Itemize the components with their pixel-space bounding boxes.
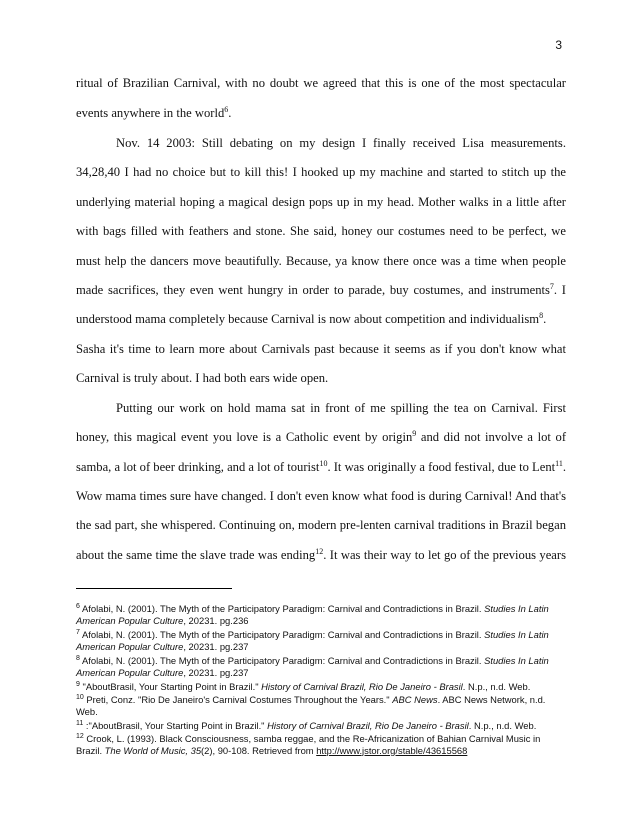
body-line: must help the dancers move beautifully. Because, ya know there once was a time when people (76, 254, 566, 268)
footnote-ref[interactable]: 12 (315, 546, 324, 556)
body-line: events anywhere in the world$^6$. (76, 104, 232, 120)
body-line: the sad part, she whispered. Continuing on, modern pre-lenten carnival traditions in Brazil began (76, 518, 566, 532)
footnote-ref[interactable]: 11 (555, 458, 563, 468)
footnote-ref[interactable]: 9 (412, 428, 417, 438)
body-line: samba, a lot of beer drinking, and a lot of tourist$^{10}$. It was originally a food festival, due to Lent$^{11}$. (76, 458, 566, 474)
footnote: $^{12}$ Crook, L. (1993). Black Consciousness, samba reggae, and the Re-Africanization of Bahian Carnival Music in Brazil. The World of Music, 35(2), 90-108. Retrieved from http://www.jstor.org/stable/43615568 (76, 732, 541, 756)
body-line: Nov. 14 2003: Still debating on my design I finally received Lisa measurements. (116, 136, 566, 150)
body-line: Carnival is truly about. I had both ears wide open. (76, 371, 329, 385)
footnote-ref[interactable]: 7 (549, 281, 554, 291)
body-line: Wow mama times sure have changed. I don't even know what food is during Carnival! And that's (76, 489, 566, 503)
page-number: 3 (555, 38, 562, 52)
footnote-ref[interactable]: 6 (224, 104, 229, 114)
body-line: understood mama completely because Carnival is now about competition and individualism$^8$. (76, 310, 547, 326)
body-line: honey, this magical event you love is a Catholic event by origin$^9$ and did not involve a lot of (76, 428, 567, 444)
footnote: $^7$ Afolabi, N. (2001). The Myth of the Participatory Paradigm: Carnival and Contradictions in Brazil. Studies In Latin American Popular Culture, 20231. pg.237 (76, 628, 549, 652)
footnote: $^{10}$ Preti, Conz. "Rio De Janeiro's Carnival Costumes Throughout the Years." ABC News. ABC News Network, n.d. Web. (76, 693, 546, 717)
body-line: made sacrifices, they even went hungry in order to parade, buy costumes, and instruments$^7$. I (76, 281, 566, 297)
body-line: underlying material hoping a magical design pops up in my head. Mother walks in a little after (76, 195, 566, 209)
footnote: $^9$ "AboutBrasil, Your Starting Point in Brazil." History of Carnival Brazil, Rio De Janeiro - Brasil. N.p., n.d. Web. (76, 680, 531, 692)
body-line: 34,28,40 I had no choice but to kill this! I hooked up my machine and started to stitch up the (76, 165, 566, 179)
body-line: Putting our work on hold mama sat in front of me spilling the tea on Carnival. First (116, 401, 566, 415)
body-line: about the same time the slave trade was ending$^{12}$. It was their way to let go of the previous years (76, 546, 566, 562)
footnote-separator (76, 588, 232, 589)
footnote-ref[interactable]: 10 (319, 458, 328, 468)
footnote: $^{11}$ :"AboutBrasil, Your Starting Point in Brazil." History of Carnival Brazil, Rio De Janeiro - Brasil. N.p., n.d. Web. (76, 719, 537, 731)
footnote: $^8$ Afolabi, N. (2001). The Myth of the Participatory Paradigm: Carnival and Contradictions in Brazil. Studies In Latin American Popular Culture, 20231. pg.237 (76, 654, 549, 678)
body-line: with bags filled with feathers and stone. She said, honey our costumes need to be perfect, we (76, 224, 566, 238)
footnote: $^6$ Afolabi, N. (2001). The Myth of the Participatory Paradigm: Carnival and Contradictions in Brazil. Studies In Latin American Popular Culture, 20231. pg.236 (76, 602, 549, 626)
footnote-ref[interactable]: 8 (539, 310, 544, 320)
body-line: ritual of Brazilian Carnival, with no doubt we agreed that this is one of the most spectacular (76, 76, 566, 90)
jstor-link[interactable]: http://www.jstor.org/stable/43615568 (316, 744, 468, 756)
body-line: Sasha it's time to learn more about Carnivals past because it seems as if you don't know what (76, 342, 566, 356)
